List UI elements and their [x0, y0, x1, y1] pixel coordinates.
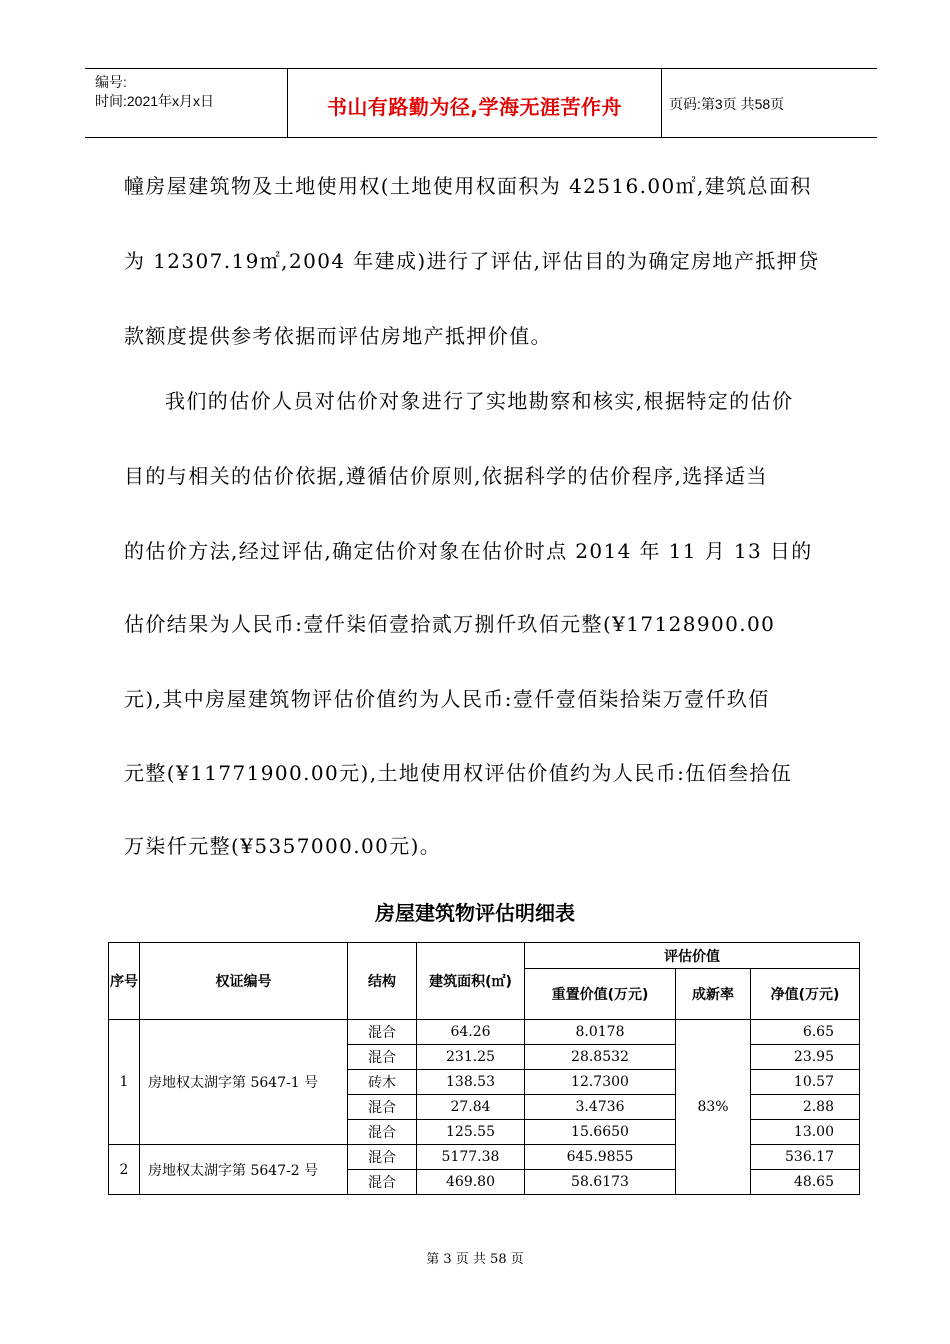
net-cell: 536.17 [751, 1145, 860, 1170]
area-cell: 27.84 [417, 1095, 525, 1120]
structure-cell: 混合 [348, 1145, 417, 1170]
structure-cell: 混合 [348, 1045, 417, 1070]
area-cell: 5177.38 [417, 1145, 525, 1170]
table-title: 房屋建筑物评估明细表 [375, 901, 575, 925]
area-cell: 469.80 [417, 1170, 525, 1195]
replacement-cell: 12.7300 [525, 1070, 676, 1095]
body-line: 款额度提供参考依据而评估房地产抵押价值。 [124, 324, 552, 348]
cert-cell: 房地权太湖字第 5647-1 号 [140, 1020, 348, 1145]
net-cell: 23.95 [751, 1045, 860, 1070]
structure-cell: 混合 [348, 1095, 417, 1120]
cert-cell: 房地权太湖字第 5647-2 号 [140, 1145, 348, 1195]
header-area: 建筑面积(㎡) [417, 943, 525, 1020]
building-valuation-table [108, 942, 860, 1195]
replacement-cell: 15.6650 [525, 1120, 676, 1145]
newness-cell: 83% [676, 1020, 751, 1195]
body-line: 我们的估价人员对估价对象进行了实地勘察和核实,根据特定的估价 [165, 389, 794, 413]
net-cell: 10.57 [751, 1070, 860, 1095]
body-line: 万柒仟元整(¥5357000.00元)。 [124, 834, 442, 858]
net-cell: 48.65 [751, 1170, 860, 1195]
header-seq: 序号 [109, 943, 140, 1020]
table-row [109, 1020, 860, 1045]
replacement-cell: 645.9855 [525, 1145, 676, 1170]
net-cell: 2.88 [751, 1095, 860, 1120]
body-line: 的估价方法,经过评估,确定估价对象在估价时点 2014 年 11 月 13 日的 [124, 539, 813, 563]
body-line: 为 12307.19㎡,2004 年建成)进行了评估,评估目的为确定房地产抵押贷 [124, 249, 820, 273]
header-cert: 权证编号 [140, 943, 348, 1020]
area-cell: 64.26 [417, 1020, 525, 1045]
header-motto: 书山有路勤为径,学海无涯苦作舟 [326, 95, 623, 119]
body-line: 元整(¥11771900.00元),土地使用权评估价值约为人民币:伍佰叁拾伍 [124, 761, 793, 785]
seq-cell: 1 [109, 1020, 140, 1145]
structure-cell: 混合 [348, 1120, 417, 1145]
header-page-number: 页码:第3页 共58页 [669, 96, 785, 112]
replacement-cell: 3.4736 [525, 1095, 676, 1120]
body-line: 幢房屋建筑物及土地使用权(土地使用权面积为 42516.00㎡,建筑总面积 [124, 174, 812, 198]
net-cell: 13.00 [751, 1120, 860, 1145]
body-line: 元),其中房屋建筑物评估价值约为人民币:壹仟壹佰柒拾柒万壹仟玖佰 [124, 687, 770, 711]
body-line: 目的与相关的估价依据,遵循估价原则,依据科学的估价程序,选择适当 [124, 464, 768, 488]
net-cell: 6.65 [751, 1020, 860, 1045]
header-motto-cell [288, 69, 662, 137]
area-cell: 138.53 [417, 1070, 525, 1095]
header-structure: 结构 [348, 943, 417, 1020]
area-cell: 231.25 [417, 1045, 525, 1070]
document-number: 编号: [95, 74, 127, 90]
page-footer: 第 3 页 共 58 页 [426, 1252, 524, 1267]
header-page-cell [662, 69, 877, 137]
structure-cell: 混合 [348, 1020, 417, 1045]
header-meta-cell [85, 69, 288, 137]
structure-cell: 砖木 [348, 1070, 417, 1095]
replacement-cell: 58.6173 [525, 1170, 676, 1195]
replacement-cell: 28.8532 [525, 1045, 676, 1070]
header-valuation: 评估价值 [525, 943, 860, 969]
seq-cell: 2 [109, 1145, 140, 1195]
header-replacement: 重置价值(万元) [525, 969, 676, 1020]
document-time: 时间:2021年x月x日 [95, 93, 215, 109]
body-line: 估价结果为人民币:壹仟柒佰壹拾贰万捌仟玖佰元整(¥17128900.00 [124, 612, 776, 636]
replacement-cell: 8.0178 [525, 1020, 676, 1045]
header-newness: 成新率 [676, 969, 751, 1020]
header-net: 净值(万元) [751, 969, 860, 1020]
page-header [85, 68, 877, 138]
structure-cell: 混合 [348, 1170, 417, 1195]
area-cell: 125.55 [417, 1120, 525, 1145]
